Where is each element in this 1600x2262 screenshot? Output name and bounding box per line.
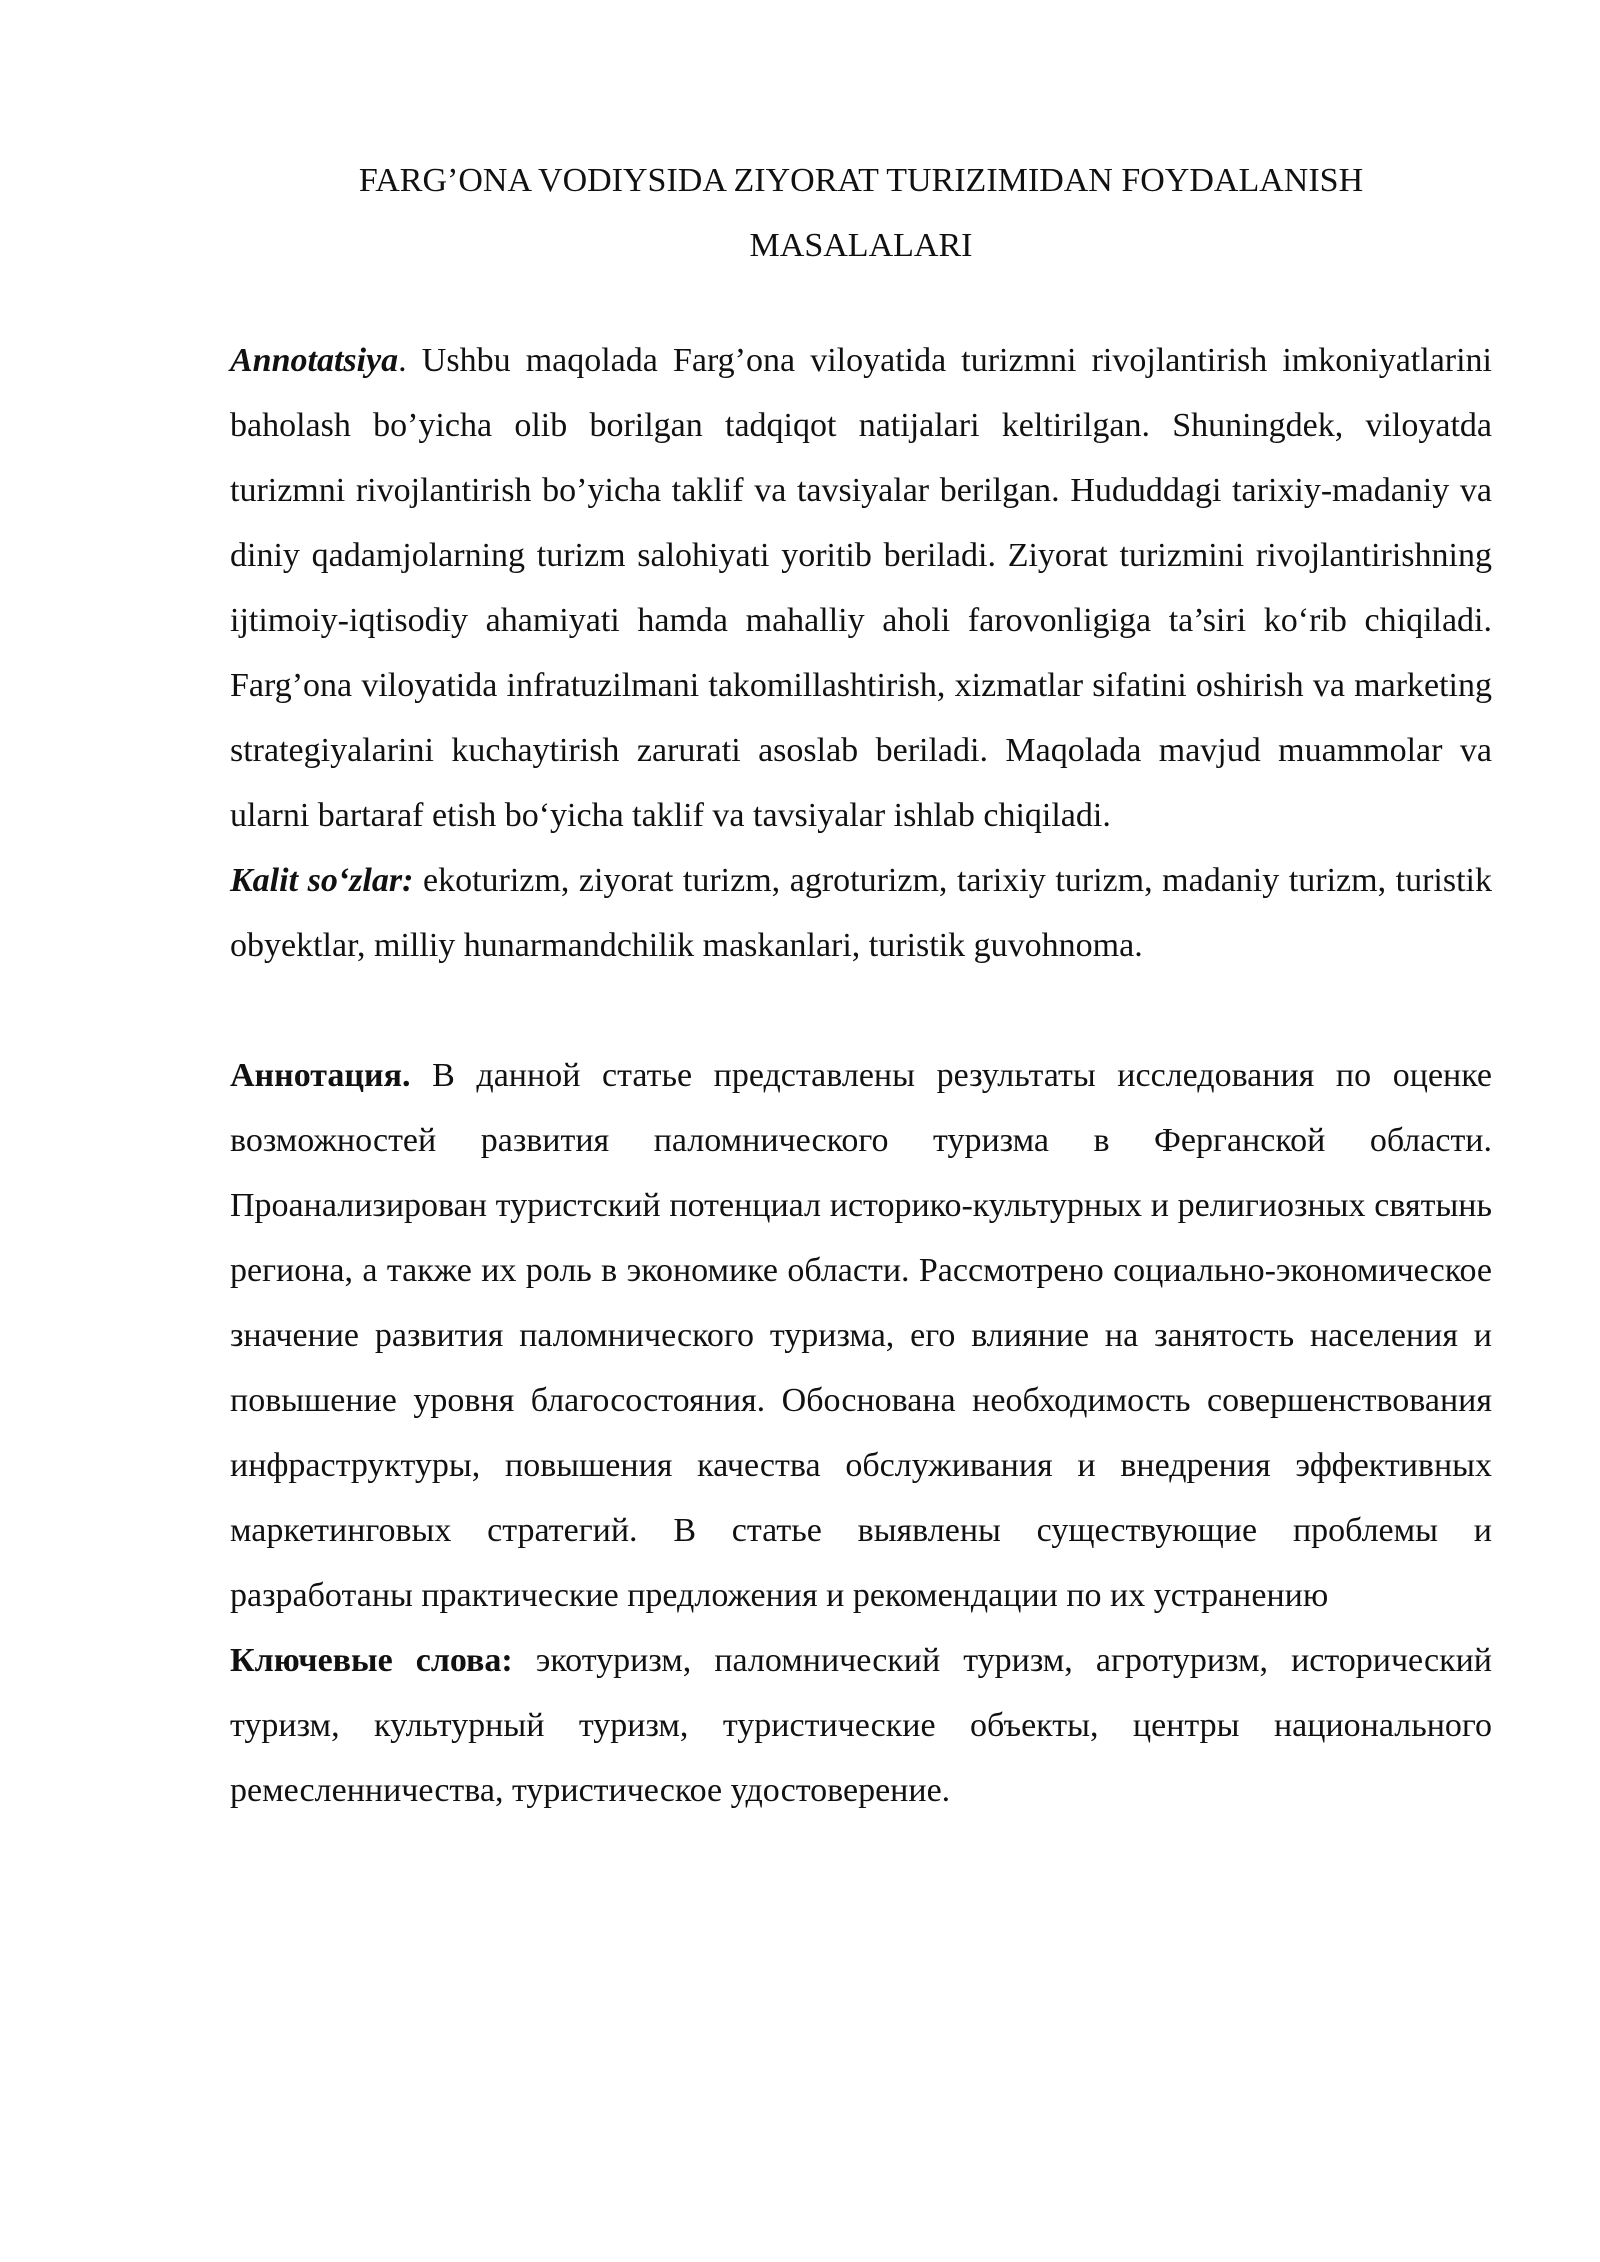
abstract-uz-text: . Ushbu maqolada Farg’ona viloyatida turizmni rivojlantirish imkoniyatlarini baholash bo’yicha olib borilgan tadqiqot natijalari keltirilgan. Shuningdek, viloyatda turizmni rivojlantirish bo’yicha taklif va tavsiyalar berilgan. Hududdagi tarixiy-madaniy va diniy qadamjolarning turizm salohiyati yoritib beriladi. Ziyorat turizmini rivojlantirishning ijtimoiy-iqtisodiy ahamiyati hamda mahalliy aholi farovonligiga ta’siri ko‘rib chiqiladi. Farg’ona viloyatida infratuzilmani takomillashtirish, xizmatlar sifatini oshirish va marketing strategiyalarini kuchaytirish zarurati asoslab beriladi. Maqolada mavjud muammolar va ularni bartaraf etish bo‘yicha taklif va tavsiyalar ishlab chiqiladi. — [230, 342, 1492, 834]
keywords-uz-label: Kalit so‘zlar: — [230, 862, 414, 899]
paper-title-line-1: FARG’ONA VODIYSIDA ZIYORAT TURIZIMIDAN FOYDALANISH — [358, 162, 1364, 199]
keywords-uz-text: ekoturizm, ziyorat turizm, agroturizm, tarixiy turizm, madaniy turizm, turistik obyektlar, milliy hunarmandchilik maskanlari, turistik guvohnoma. — [230, 862, 1492, 964]
abstract-uz-label: Annotatsiya — [230, 342, 399, 379]
section-gap — [230, 978, 1492, 1043]
abstract-ru-text: В данной статье представлены результаты исследования по оценке возможностей развития паломнического туризма в Ферганской области. Проанализирован туристский потенциал историко-культурных и религиозных святынь региона, а также их роль в экономике области. Рассмотрено социально-экономическое значение развития паломнического туризма, его влияние на занятость населения и повышение уровня благосостояния. Обоснована необходимость совершенствования инфраструктуры, повышения качества обслуживания и внедрения эффективных маркетинговых стратегий. В статье выявлены существующие проблемы и разработаны практические предложения и рекомендации по их устранению — [230, 1057, 1492, 1614]
paper-title — [230, 148, 1492, 278]
keywords-ru-label: Ключевые слова: — [230, 1642, 513, 1679]
abstract-uz — [230, 328, 1492, 848]
abstract-ru-label: Аннотация. — [230, 1057, 411, 1094]
keywords-ru — [230, 1628, 1492, 1823]
page — [230, 148, 1492, 1823]
keywords-ru-text: экотуризм, паломнический туризм, агротуризм, исторический туризм, культурный туризм, туристические объекты, центры национального ремесленничества, туристическое удостоверение. — [230, 1642, 1492, 1809]
keywords-uz — [230, 848, 1492, 978]
abstract-ru — [230, 1043, 1492, 1628]
paper-title-line-2: MASALALARI — [749, 227, 973, 264]
